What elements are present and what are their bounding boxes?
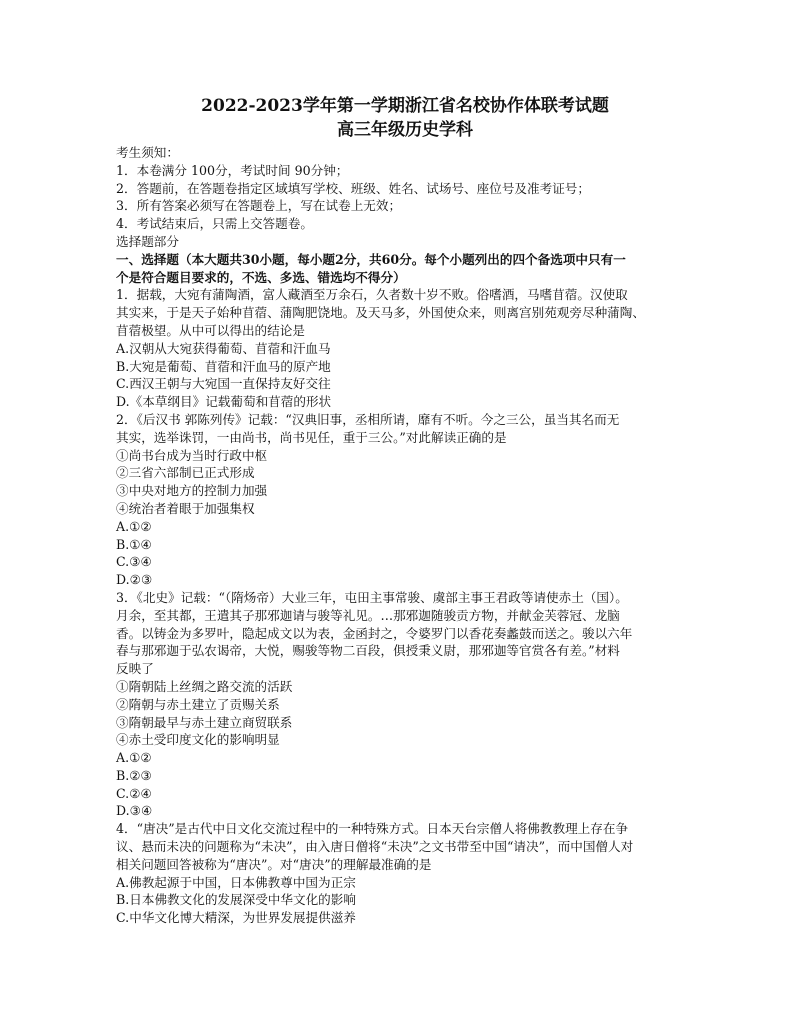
option-a: A.①②	[116, 518, 152, 534]
option-c: C.③④	[116, 554, 152, 570]
question-2	[116, 411, 694, 589]
notice-item: 2．答题前，在答题卷指定区域填写学校、班级、姓名、试场号、座位号及准考证号；	[116, 180, 590, 196]
notice-item: 3．所有答案必须写在答题卷上，写在试卷上无效；	[116, 198, 402, 214]
statement-item: ②三省六部制已正式形成	[116, 465, 255, 481]
option-b: B.②③	[116, 767, 152, 783]
question-stem-line: 春与那邪迦于弘农谒帝，大悦，赐骏等物二百段，俱授秉义尉，那邪迦等官赏各有差。”材料	[116, 643, 620, 659]
option-c: C.②④	[116, 785, 152, 801]
statement-item: ③中央对地方的控制力加强	[116, 483, 268, 499]
option-b: B.日本佛教文化的发展深受中华文化的影响	[116, 892, 356, 908]
exam-page	[116, 94, 694, 927]
exam-subtitle: 高三年级历史学科	[337, 120, 473, 140]
statement-item: ①隋朝陆上丝绸之路交流的活跃	[116, 678, 293, 694]
section-heading: 个是符合题目要求的，不选、多选、错选均不得分）	[116, 269, 406, 285]
question-stem-line: 月余，至其都，王遣其子那邪迦请与骏等礼见。…那邪迦随骏贡方物，并献金芙蓉冠、龙脑	[116, 607, 620, 623]
question-stem-line: 1．据载，大宛有蒲陶酒，富人藏酒至万余石，久者数十岁不败。俗嗜酒，马嗜苜蓿。汉使取	[116, 287, 628, 303]
option-b: B.大宛是葡萄、苜蓿和汗血马的原产地	[116, 358, 331, 374]
option-d: D.③④	[116, 803, 153, 819]
statement-item: ④统治者着眼于加强集权	[116, 500, 255, 516]
question-stem-line: 4．“唐决”是古代中日文化交流过程中的一种特殊方式。日本天台宗僧人将佛教教理上存在争	[116, 821, 629, 837]
question-stem-line: 其实来，于是天子始种苜蓿、蒲陶肥饶地。及天马多，外国使众来，则离宫别苑观旁尽种蒲陶、	[116, 305, 645, 321]
option-d: D.②③	[116, 572, 153, 588]
option-d: D.《本草纲目》记载葡萄和苜蓿的形状	[116, 394, 332, 410]
notice-heading: 考生须知：	[116, 145, 179, 160]
option-c: C.西汉王朝与大宛国一直保持友好交往	[116, 376, 331, 392]
question-stem-line: 相关问题回答被称为“唐决”。对“唐决”的理解最准确的是	[116, 856, 432, 872]
question-stem-line: 2．《后汉书 郭陈列传》记载：“汉典旧事，丞相所请，靡有不听。今之三公，虽当其名而无	[116, 411, 620, 427]
exam-title: 2022-2023学年第一学期浙江省名校协作体联考试题	[201, 96, 609, 116]
question-stem-line: 苜蓿极望。从中可以得出的结论是	[116, 322, 305, 338]
question-3	[116, 589, 694, 820]
option-c: C.中华文化博大精深，为世界发展提供滋养	[116, 910, 356, 926]
section-label: 选择题部分	[116, 233, 179, 249]
statement-item: ①尚书台成为当时行政中枢	[116, 447, 268, 463]
notice-item: 1．本卷满分 100分，考试时间 90分钟；	[116, 162, 349, 178]
option-a: A.汉朝从大宛获得葡萄、苜蓿和汗血马	[116, 340, 331, 356]
statement-item: ④赤土受印度文化的影响明显	[116, 732, 280, 748]
statement-item: ②隋朝与赤土建立了贡赐关系	[116, 696, 280, 712]
question-stem-line: 3．《北史》记载：“（隋炀帝）大业三年，屯田主事常骏、虞部主事王君政等请使赤土（国）。	[116, 589, 628, 605]
question-stem-line: 香。以铸金为多罗叶，隐起成文以为表，金函封之，令婆罗门以香花奏蠡鼓而送之。骏以六年	[116, 625, 633, 641]
notice-item: 4．考试结束后，只需上交答题卷。	[116, 216, 313, 232]
section-heading: 一、选择题（本大题共30小题，每小题2分，共60分。每个小题列出的四个备选项中只有一	[116, 251, 626, 267]
option-a: A.佛教起源于中国，日本佛教尊中国为正宗	[116, 874, 356, 890]
question-stem-line: 议、悬而未决的问题称为“未决”，由入唐日僧将“未决”之文书带至中国“请决”，而中国僧人对	[116, 839, 634, 855]
question-stem-line: 反映了	[116, 661, 154, 677]
option-a: A.①②	[116, 750, 152, 766]
option-b: B.①④	[116, 536, 152, 552]
statement-item: ③隋朝最早与赤土建立商贸联系	[116, 714, 293, 730]
question-stem-line: 其实，选举诛罚，一由尚书，尚书见任，重于三公。”对此解读正确的是	[116, 429, 507, 445]
question-1	[116, 286, 694, 411]
question-4	[116, 820, 694, 927]
